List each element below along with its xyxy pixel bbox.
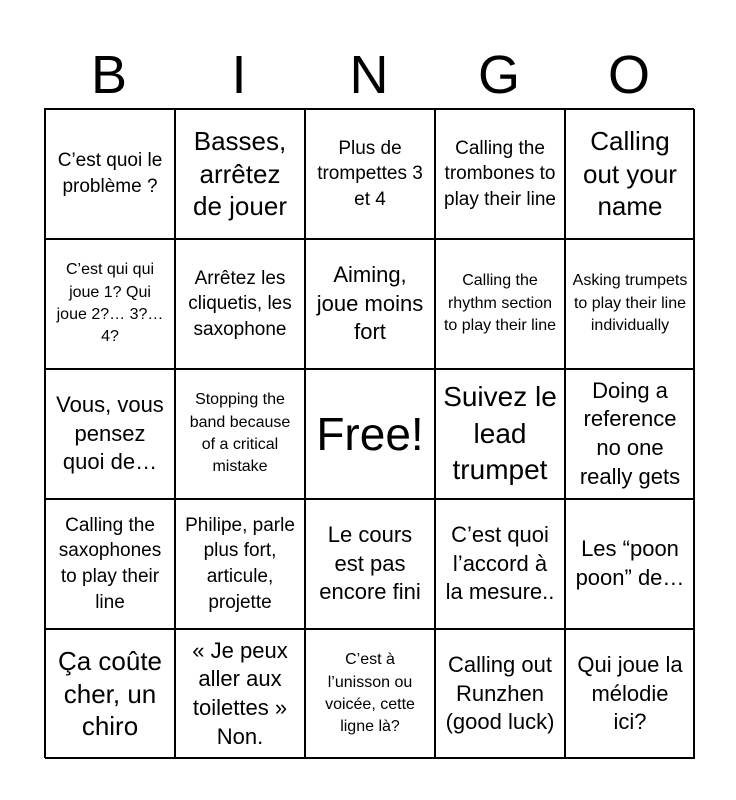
bingo-cell-r4c0[interactable] — [45, 629, 175, 759]
bingo-cell-r2c3[interactable] — [435, 369, 565, 499]
header-letter-g: G — [477, 45, 520, 105]
header-letter-b: B — [90, 45, 128, 105]
bingo-cell-r2c4[interactable] — [565, 369, 695, 499]
cell-text: Le cours est pas encore fini — [319, 522, 421, 605]
bingo-cell-r1c4[interactable] — [565, 239, 695, 369]
cell-text: C’est quoi le problème ? — [57, 150, 163, 197]
cell-text: Asking trumpets to play their line individually — [572, 272, 688, 335]
cell-text: C’est qui qui joue 1? Qui joue 2?… 3?… 4? — [56, 261, 164, 346]
cell-text: Qui joue la mélodie ici? — [577, 652, 683, 735]
header-letter-o: O — [607, 45, 650, 105]
bingo-cell-r4c4[interactable] — [565, 629, 695, 759]
cell-text: Calling out Runzhen (good luck) — [445, 652, 555, 735]
bingo-cell-r3c0[interactable] — [45, 499, 175, 629]
bingo-cell-r0c1[interactable] — [175, 109, 305, 239]
bingo-cell-r4c1[interactable] — [175, 629, 305, 759]
cell-text: Basses, arrêtez de jouer — [193, 126, 287, 222]
bingo-cell-r2c0[interactable] — [45, 369, 175, 499]
cell-text: Calling the saxophones to play their line — [58, 514, 162, 613]
bingo-cell-r3c2[interactable] — [305, 499, 435, 629]
bingo-cell-r0c4[interactable] — [565, 109, 695, 239]
bingo-header — [44, 40, 694, 110]
bingo-cell-r0c0[interactable] — [45, 109, 175, 239]
cell-text: Free! — [316, 407, 424, 460]
bingo-cell-r0c3[interactable] — [435, 109, 565, 239]
bingo-cell-r4c2[interactable] — [305, 629, 435, 759]
cell-text: Vous, vous pensez quoi de… — [56, 392, 164, 475]
cell-text: Plus de trompettes 3 et 4 — [317, 137, 423, 210]
header-letter-i: I — [231, 45, 247, 105]
cell-text: Calling the trombones to play their line — [444, 137, 556, 210]
cell-text: C’est à l’unisson ou voicée, cette ligne là? — [325, 651, 415, 736]
cell-text: Calling out your name — [583, 126, 677, 222]
cell-text: Calling the rhythm section to play their line — [443, 272, 557, 335]
cell-text: Philipe, parle plus fort, articule, projette — [185, 514, 295, 613]
cell-text: « Je peux aller aux toilettes » Non. — [192, 637, 288, 749]
cell-text: C’est quoi l’accord à la mesure.. — [445, 522, 555, 605]
bingo-cell-r3c1[interactable] — [175, 499, 305, 629]
header-letter-n: N — [349, 45, 389, 105]
bingo-cell-r1c3[interactable] — [435, 239, 565, 369]
cell-text: Aiming, joue moins fort — [316, 262, 424, 345]
bingo-cell-r1c2[interactable] — [305, 239, 435, 369]
bingo-cell-r1c0[interactable] — [45, 239, 175, 369]
cell-text: Ça coûte cher, un chiro — [57, 646, 163, 742]
bingo-cell-r4c3[interactable] — [435, 629, 565, 759]
cell-text: Stopping the band because of a critical mistake — [189, 391, 291, 476]
bingo-cell-r3c4[interactable] — [565, 499, 695, 629]
bingo-cell-r0c2[interactable] — [305, 109, 435, 239]
cell-text: Doing a reference no one really gets — [579, 377, 681, 489]
bingo-cell-r2c1[interactable] — [175, 369, 305, 499]
bingo-board — [44, 108, 694, 758]
cell-text: Suivez le lead trumpet — [443, 381, 557, 486]
bingo-cell-r3c3[interactable] — [435, 499, 565, 629]
cell-text: Arrêtez les cliquetis, les saxophone — [188, 267, 292, 340]
bingo-cell-r1c1[interactable] — [175, 239, 305, 369]
bingo-cell-free[interactable] — [305, 369, 435, 499]
cell-text: Les “poon poon” de… — [575, 536, 685, 590]
